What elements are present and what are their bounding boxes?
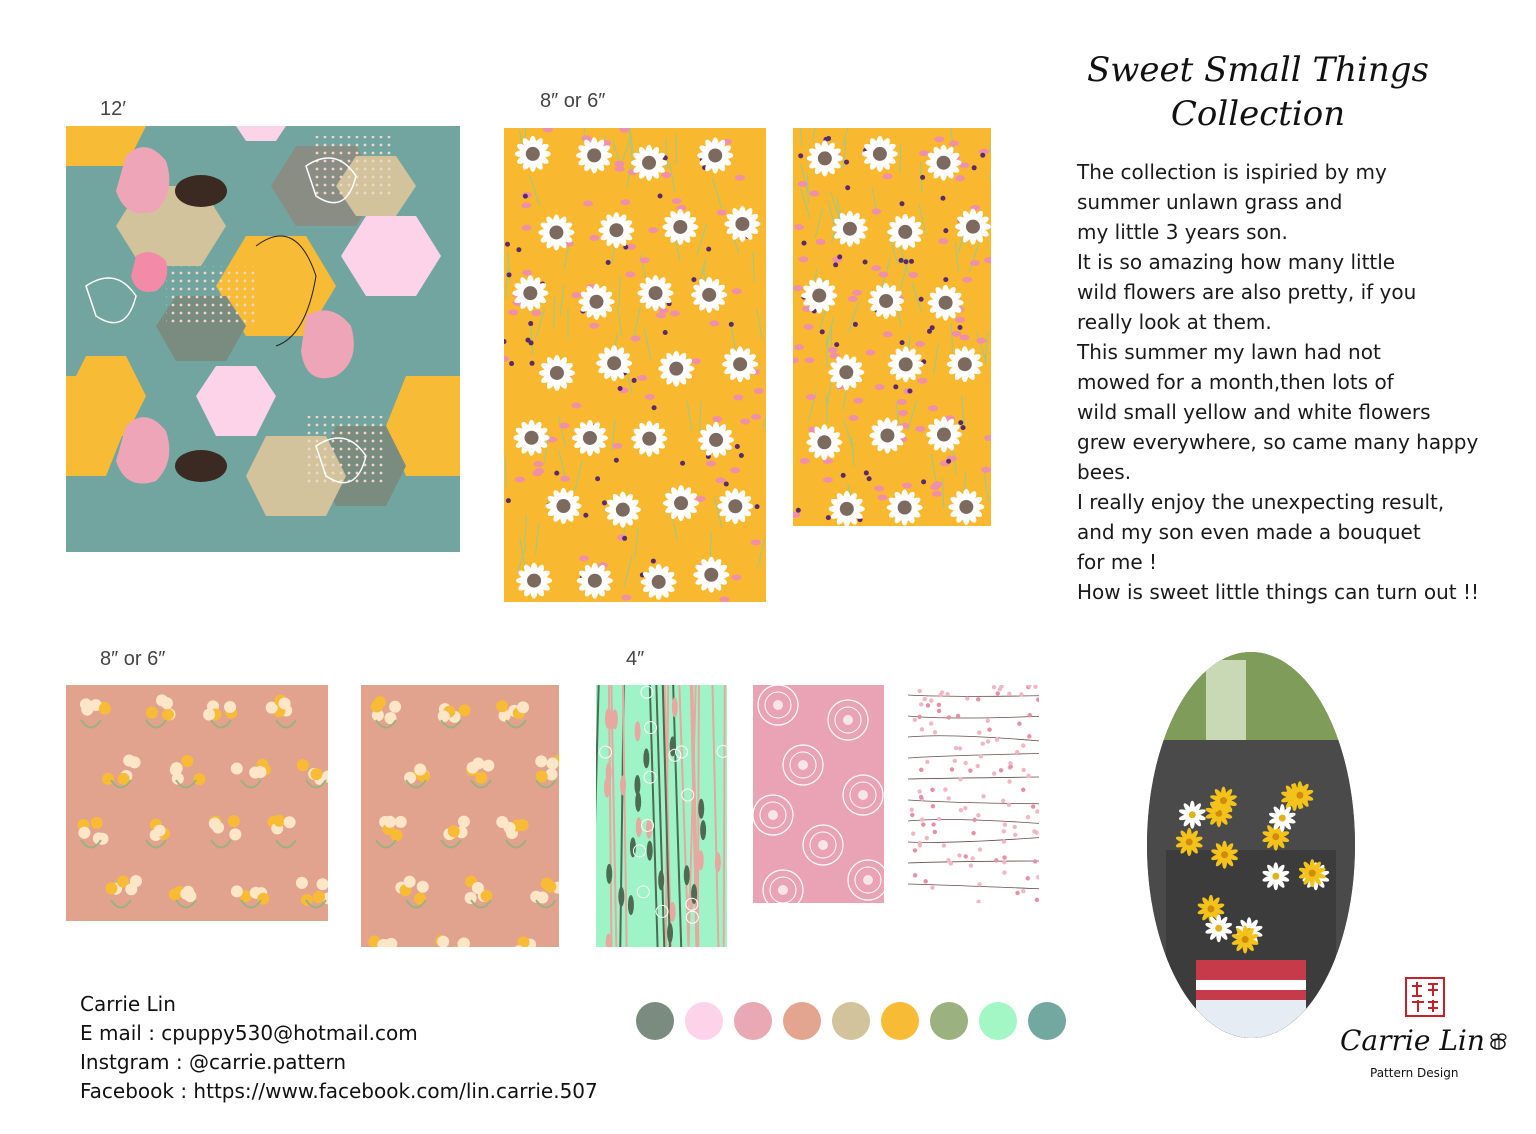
description-line: for me ! <box>1077 550 1158 574</box>
pattern-grass-mint <box>596 685 727 947</box>
description-line: bees. <box>1077 460 1132 484</box>
color-swatch <box>734 1002 772 1040</box>
description-line: How is sweet little things can turn out !! <box>1077 580 1480 604</box>
description-line: This summer my lawn had not <box>1077 340 1381 364</box>
description-line: I really enjoy the unexpecting result, <box>1077 490 1445 514</box>
color-palette <box>636 1000 1076 1042</box>
description-line: The collection is ispiried by my <box>1077 160 1387 184</box>
pattern-bouquet-wide <box>66 685 328 921</box>
size-label-4: 4″ <box>626 648 645 670</box>
color-swatch <box>881 1002 919 1040</box>
description-line: my little 3 years son. <box>1077 220 1288 244</box>
color-swatch <box>636 1002 674 1040</box>
contact-email[interactable]: E mail : cpuppy530@hotmail.com <box>80 1021 418 1045</box>
description-line: grew everywhere, so came many happy <box>1077 430 1479 454</box>
size-label-8-or-6-top: 8″ or 6″ <box>540 90 606 112</box>
collection-title-line1: Sweet Small Things <box>1086 50 1430 90</box>
contact-facebook[interactable]: Facebook : https://www.facebook.com/lin.carrie.507 <box>80 1079 598 1103</box>
description-line: wild small yellow and white flowers <box>1077 400 1431 424</box>
pattern-blossom-white <box>908 685 1039 903</box>
color-swatch <box>930 1002 968 1040</box>
signature-subtitle: Pattern Design <box>1370 1066 1459 1080</box>
color-swatch <box>685 1002 723 1040</box>
pattern-daisy-short <box>793 128 991 526</box>
description-line: It is so amazing how many little <box>1077 250 1396 274</box>
pattern-dandelion-pink <box>753 685 884 903</box>
seal-stamp <box>1404 976 1446 1018</box>
description-line: mowed for a month,then lots of <box>1077 370 1394 394</box>
contact-name: Carrie Lin <box>80 992 176 1016</box>
contact-instagram[interactable]: Instgram : @carrie.pattern <box>80 1050 346 1074</box>
pattern-daisy-tall <box>504 128 766 602</box>
signature-name: Carrie Lin <box>1340 1024 1485 1057</box>
size-label-12: 12′ <box>100 98 126 120</box>
description-line: really look at them. <box>1077 310 1272 334</box>
bee-icon <box>1486 1032 1510 1052</box>
signature-logo <box>1340 1024 1520 1084</box>
collection-description <box>1077 157 1527 607</box>
contact-info <box>80 990 598 1106</box>
pattern-bee-hexagon <box>66 126 460 552</box>
description-line: wild flowers are also pretty, if you <box>1077 280 1417 304</box>
color-swatch <box>783 1002 821 1040</box>
color-swatch <box>979 1002 1017 1040</box>
color-swatch <box>832 1002 870 1040</box>
pattern-bouquet-tall <box>361 685 559 947</box>
description-line: summer unlawn grass and <box>1077 190 1343 214</box>
bouquet-photo <box>1146 650 1356 1040</box>
size-label-8-or-6-bottom: 8″ or 6″ <box>100 648 166 670</box>
color-swatch <box>1028 1002 1066 1040</box>
description-line: and my son even made a bouquet <box>1077 520 1421 544</box>
collection-title <box>1048 48 1468 136</box>
collection-title-line2: Collection <box>1170 94 1346 134</box>
